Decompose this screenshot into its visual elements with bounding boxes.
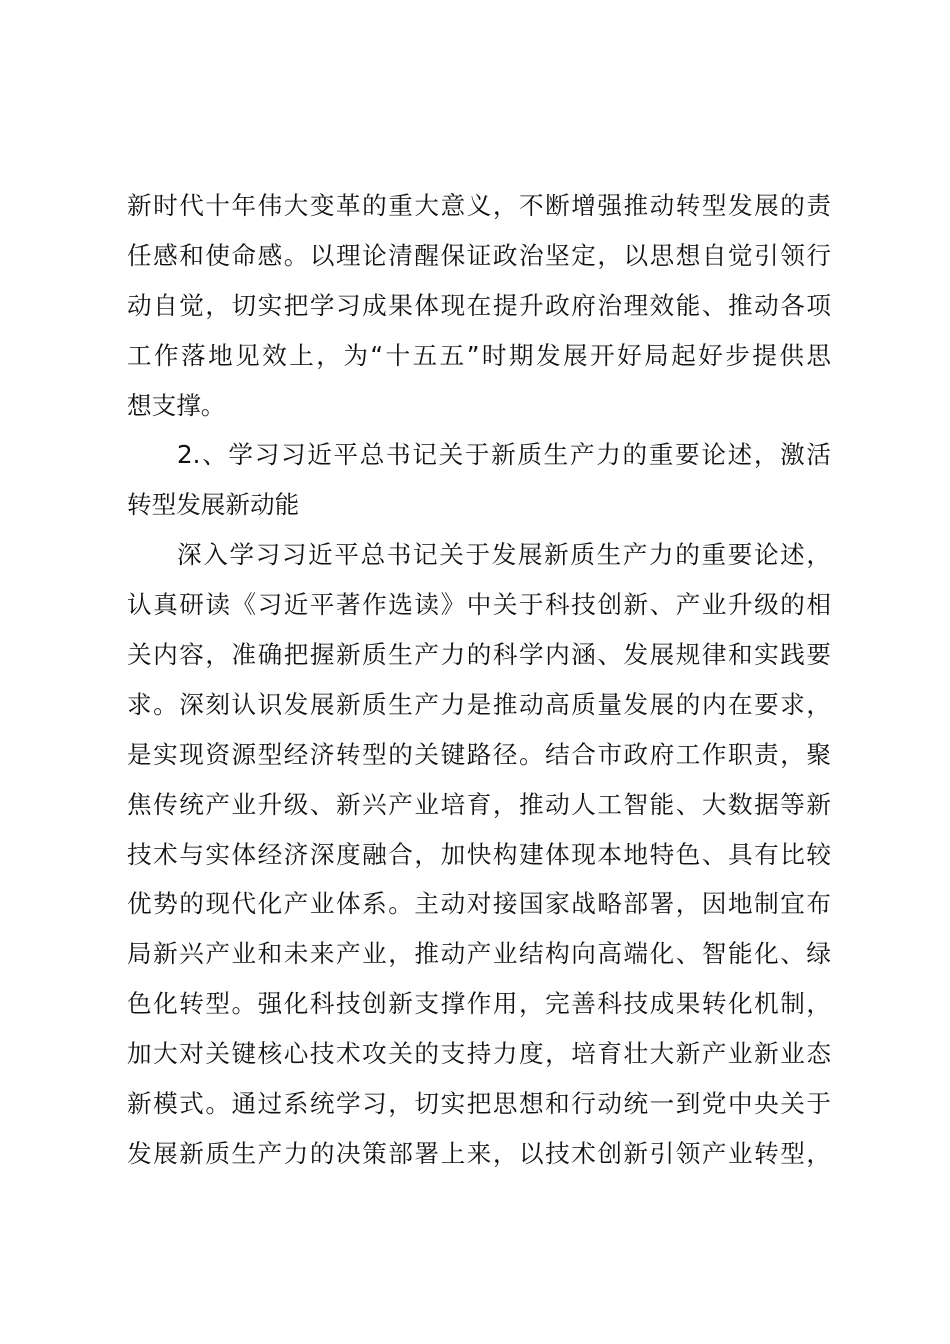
paragraph-line: 色化转型。强化科技创新支撑作用，完善科技成果转化机制， <box>127 989 831 1019</box>
section-heading-line: 2.、学习习近平总书记关于新质生产力的重要论述，激活 <box>177 440 831 470</box>
section-heading-line: 转型发展新动能 <box>127 490 300 520</box>
paragraph-line: 新时代十年伟大变革的重大意义，不断增强推动转型发展的责 <box>127 191 831 220</box>
paragraph-line: 认真研读《习近平著作选读》中关于科技创新、产业升级的相 <box>127 590 831 620</box>
document-body <box>127 181 831 1179</box>
paragraph-line: 是实现资源型经济转型的关键路径。结合市政府工作职责，聚 <box>127 739 831 769</box>
paragraph-line: 想支撑。 <box>127 390 226 420</box>
paragraph-line: 加大对关键核心技术攻关的支持力度，培育壮大新产业新业态 <box>127 1039 831 1069</box>
paragraph-line: 关内容，准确把握新质生产力的科学内涵、发展规律和实践要 <box>127 640 831 670</box>
paragraph-line: 深入学习习近平总书记关于发展新质生产力的重要论述， <box>177 540 831 570</box>
paragraph-line: 工作落地见效上，为“十五五”时期发展开好局起好步提供思 <box>127 340 831 370</box>
paragraph-line: 局新兴产业和未来产业，推动产业结构向高端化、智能化、绿 <box>127 939 831 969</box>
paragraph-line: 动自觉，切实把学习成果体现在提升政府治理效能、推动各项 <box>127 290 831 320</box>
paragraph-line: 优势的现代化产业体系。主动对接国家战略部署，因地制宜布 <box>127 889 831 919</box>
paragraph-line: 发展新质生产力的决策部署上来，以技术创新引领产业转型， <box>127 1138 831 1168</box>
paragraph-line: 任感和使命感。以理论清醒保证政治坚定，以思想自觉引领行 <box>127 240 831 270</box>
paragraph-line: 技术与实体经济深度融合，加快构建体现本地特色、具有比较 <box>127 839 831 869</box>
paragraph-line: 求。深刻认识发展新质生产力是推动高质量发展的内在要求， <box>127 689 831 719</box>
paragraph-line: 新模式。通过系统学习，切实把思想和行动统一到党中央关于 <box>127 1089 831 1119</box>
paragraph-line: 焦传统产业升级、新兴产业培育，推动人工智能、大数据等新 <box>127 789 831 819</box>
